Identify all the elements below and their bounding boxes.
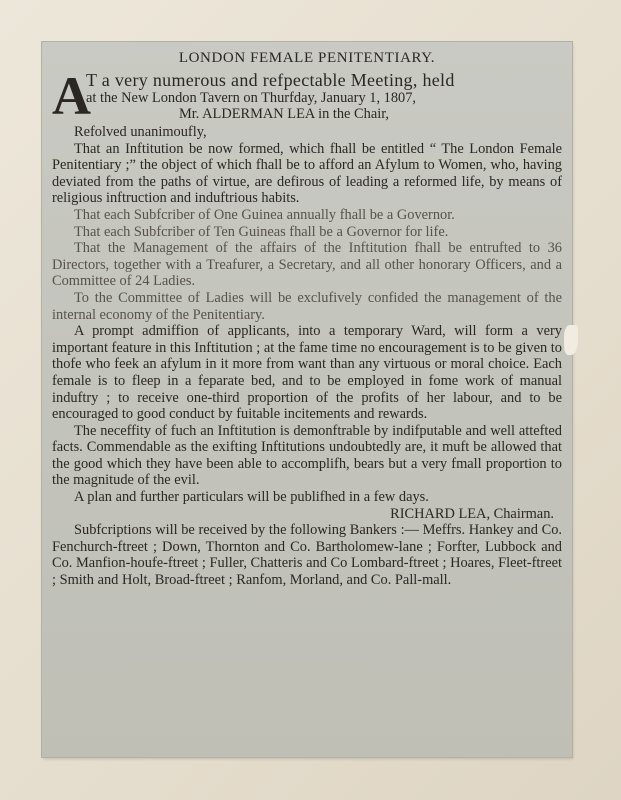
opening-line-2: at the New London Tavern on Thurfday, January 1, 1807, [86,90,417,106]
paragraph-plan: A plan and further particulars will be publifhed in a few days. [74,489,429,506]
notice-title: LONDON FEMALE PENITENTIARY. [178,50,436,66]
paragraph-management: That the Management of the affairs of the Inftitution fhall be entrufted to 36 Directors, together with a Treafurer, a Secretary, and all other honorary Officers, and a Committee of 24 Ladies. [52,240,562,290]
opening-line-3: Mr. ALDERMAN LEA in the Chair, [178,106,390,122]
paragraph-governor-life: That each Subfcriber of Ten Guineas fhall be a Governor for life. [74,223,449,240]
notice-body [52,50,562,589]
paper-tear [564,325,578,355]
paragraph-admission: A prompt admiffion of applicants, into a temporary Ward, will form a very important feature in this Inftitution ; at the fame time no encouragement is to be given to thofe who feek an afylum in it more from want than any virtuous or moral choice. Each female is to fleep in a feparate bed, and to be employed in fome work of manual induftry ; to receive one-third proportion of the profits of her labour, and to be encouraged to good conduct by fuitable incitements and rewards. [52,323,562,423]
drop-cap: A [52,66,91,126]
opening-line-1: T a very numerous and refpectable Meeting, held [86,70,455,90]
newspaper-clipping [42,42,572,757]
paragraph-governor: That each Subfcriber of One Guinea annually fhall be a Governor. [74,206,455,223]
chairman-signature: RICHARD LEA, Chairman. [390,505,554,522]
paragraph-subscriptions: Subfcriptions will be received by the following Bankers :— Meffrs. Hankey and Co. Fenchurch-ftreet ; Down, Thornton and Co. Bartholomew-lane ; Forfter, Lubbock and Co. Manfion-houfe-ftreet ; Fuller, Chatteris and Co Lombard-ftreet ; Hoares, Fleet-ftreet ; Smith and Holt, Broad-ftreet ; Ranfom, Morland, and Co. Pall-mall. [52,522,562,589]
paragraph-institution: That an Inftitution be now formed, which fhall be entitled “ The London Female Penitentiary ;” the object of which fhall be to afford an Afylum to Women, who, having deviated from the paths of virtue, are defirous of leading a reformed life, by means of religious inftruction and induftrious habits. [52,140,562,207]
paragraph-necessity: The neceffity of fuch an Inftitution is demonftrable by indifputable and well attefted facts. Commendable as the exifting Inftitutions undoubtedly are, it muft be allowed that the good which they have been able to accomplifh, bears but a very fmall proportion to the magnitude of the evil. [52,422,562,489]
resolved-line: Refolved unanimoufly, [74,124,207,140]
opening-block [52,66,562,126]
paragraph-ladies-committee: To the Committee of Ladies will be exclufively confided the management of the internal economy of the Penitentiary. [52,289,562,323]
